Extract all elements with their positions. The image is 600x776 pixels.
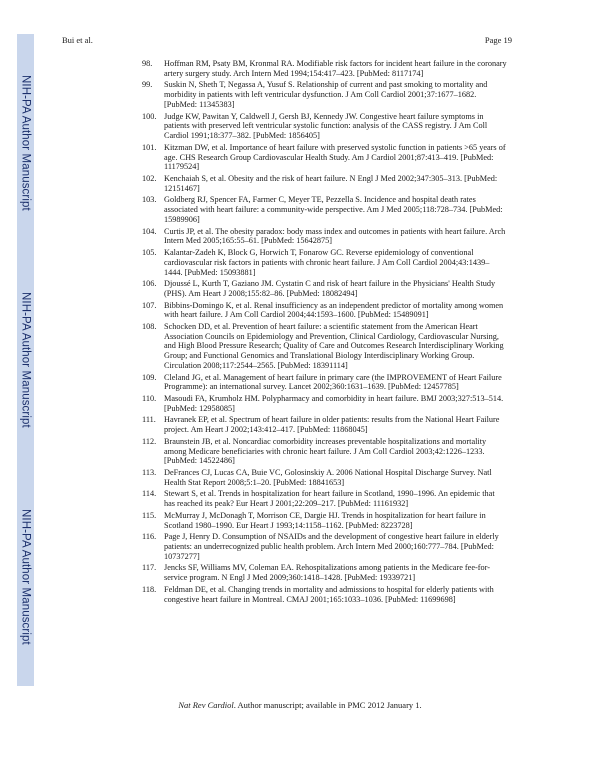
reference-item (142, 174, 507, 194)
reference-item (142, 112, 507, 141)
reference-item (142, 59, 507, 79)
reference-number: 103. (142, 195, 157, 205)
footer (0, 700, 600, 710)
reference-text: Havranek EP, et al. Spectrum of heart failure in older patients: results from the National Heart Failure project. Am Heart J 2002;143:412–417. [PubMed: 11868045] (164, 415, 500, 435)
reference-number: 107. (142, 300, 157, 310)
reference-number: 113. (142, 468, 157, 478)
reference-number: 101. (142, 142, 157, 152)
reference-number: 114. (142, 489, 157, 499)
nih-pa-sidebar (17, 34, 34, 686)
footer-journal: Nat Rev Cardiol (178, 700, 234, 710)
reference-text: Cleland JG, et al. Management of heart failure in primary care (the IMPROVEMENT of Heart Failure Programme): an international survey. Lancet 2002;360:1631–1639. [PubMed: 12457785] (164, 372, 502, 392)
reference-text: DeFrances CJ, Lucas CA, Buie VC, Golosinskiy A. 2006 National Hospital Discharge Survey. Natl Health Stat Report 2008;5:1–20. [PubMed: 18841653] (164, 468, 492, 487)
reference-text: Hoffman RM, Psaty BM, Kronmal RA. Modifiable risk factors for incident heart failure in the coronary artery surgery study. Arch Intern Med 1994;154:417–423. [PubMed: 8117174] (164, 59, 507, 78)
reference-text: Djoussé L, Kurth T, Gaziano JM. Cystatin C and risk of heart failure in the Physicians' Health Study (PHS). Am Heart J 2008;155:82–86. [PubMed: 18082494] (164, 279, 496, 298)
reference-item (142, 373, 507, 393)
reference-text: Kalantar-Zadeh K, Block G, Horwich T, Fonarow GC. Reverse epidemiology of conventional cardiovascular risk factors in patients with chronic heart failure. J Am Coll Cardiol 2004;43:1439–1444. [PubMed: 15093881] (164, 247, 490, 277)
reference-text: Masoudi FA, Krumholz HM. Polypharmacy and comorbidity in heart failure. BMJ 2003;327:513–514. [PubMed: 12958085] (164, 394, 504, 413)
reference-item (142, 585, 507, 605)
reference-text: Goldberg RJ, Spencer FA, Farmer C, Meyer TE, Pezzella S. Incidence and hospital death rates associated with heart failure: a community-wide perspective. Am J Med 2005;118:728–734. [PubMed: 15989906] (164, 195, 503, 224)
reference-item (142, 279, 507, 299)
reference-number: 108. (142, 321, 157, 331)
reference-number: 110. (142, 394, 157, 404)
reference-text: Kitzman DW, et al. Importance of heart failure with preserved systolic function in patients >65 years of age. CHS Research Group Cardiovascular Health Study. Am J Cardiol 2001;87:413–419. [PubMed: 11179524] (164, 142, 506, 172)
reference-item (142, 511, 507, 531)
reference-item (142, 415, 507, 435)
reference-item (142, 227, 507, 247)
reference-number: 100. (142, 111, 157, 121)
reference-text: Feldman DE, et al. Changing trends in mortality and admissions to hospital for elderly patients with congestive heart failure in Montreal. CMAJ 2001;165:1033–1036. [PubMed: 11699698] (164, 584, 494, 604)
reference-text: Suskin N, Sheth T, Negassa A, Yusuf S. Relationship of current and past smoking to mortality and morbidity in patients with left ventricular dysfunction. J Am Coll Cardiol 2001;37:1677–1682. [PubMed: 11345383] (164, 80, 488, 109)
reference-item (142, 394, 507, 414)
reference-item (142, 248, 507, 277)
reference-number: 102. (142, 173, 157, 183)
reference-number: 106. (142, 279, 157, 289)
reference-item (142, 195, 507, 224)
reference-number: 116. (142, 532, 157, 542)
sidebar-label: NIH-PA Author Manuscript (19, 292, 32, 428)
reference-item (142, 489, 507, 509)
reference-text: Schocken DD, et al. Prevention of heart failure: a scientific statement from the American Heart Association Councils on Epidemiology and Prevention, Clinical Cardiology, Cardiovascular Nursing, and High Blood Pressure Research; Quality of Care and Outcomes Research Interdisciplinary Working Group; and Functional Genomics and Translational Biology Interdisciplinary Working Group. Circulation 2008;117:2544–2565. [PubMed: 18391114] (164, 321, 504, 371)
reference-text: Braunstein JB, et al. Noncardiac comorbidity increases preventable hospitalizations and mortality among Medicare beneficiaries with chronic heart failure. J Am Coll Cardiol 2003;42:1226–1233. [PubMed: 14522486] (164, 436, 487, 466)
reference-text: Kenchaiah S, et al. Obesity and the risk of heart failure. N Engl J Med 2002;347:305–313. [PubMed: 12151467] (164, 173, 498, 193)
reference-text: Curtis JP, et al. The obesity paradox: body mass index and outcomes in patients with heart failure. Arch Intern Med 2005;165:55–61. [PubMed: 15642875] (164, 226, 506, 246)
reference-item (142, 563, 507, 583)
sidebar-label: NIH-PA Author Manuscript (19, 509, 32, 646)
reference-number: 104. (142, 226, 157, 236)
reference-item (142, 437, 507, 466)
reference-number: 105. (142, 247, 157, 257)
sidebar-label: NIH-PA Author Manuscript (19, 74, 32, 211)
reference-item (142, 322, 507, 371)
reference-list (142, 59, 507, 606)
reference-item (142, 532, 507, 561)
reference-item (142, 143, 507, 172)
header-author: Bui et al. (62, 35, 93, 45)
footer-text: . Author manuscript; available in PMC 2012 January 1. (233, 700, 422, 710)
reference-text: Stewart S, et al. Trends in hospitalization for heart failure in Scotland, 1990–1996. An epidemic that has reached its peak? Eur Heart J 2001;22:209–217. [PubMed: 11161932] (164, 489, 495, 509)
reference-text: McMurray J, McDonagh T, Morrison CE, Dargie HJ. Trends in hospitalization for heart failure in Scotland 1980–1990. Eur Heart J 1993;14:1158–1162. [PubMed: 8223728] (164, 510, 486, 530)
reference-number: 98. (142, 59, 153, 68)
reference-number: 118. (142, 584, 157, 594)
reference-text: Jencks SF, Williams MV, Coleman EA. Rehospitalizations among patients in the Medicare fee-for-service program. N Engl J Med 2009;360:1418–1428. [PubMed: 19339721] (164, 563, 490, 583)
reference-number: 112. (142, 436, 157, 446)
reference-number: 117. (142, 563, 157, 573)
reference-item (142, 80, 507, 109)
reference-number: 111. (142, 415, 156, 425)
reference-item (142, 468, 507, 488)
reference-text: Bibbins-Domingo K, et al. Renal insufficiency as an independent predictor of mortality among women with heart failure. J Am Coll Cardiol 2004;44:1593–1600. [PubMed: 15489091] (164, 300, 504, 320)
reference-number: 115. (142, 510, 157, 520)
reference-text: Judge KW, Pawitan Y, Caldwell J, Gersh BJ, Kennedy JW. Congestive heart failure symptoms in patients with preserved left ventricular systolic function: analysis of the CASS registry. J Am Coll Cardiol 1991;18:377–382. [PubMed: 1856405] (164, 111, 488, 141)
reference-number: 109. (142, 372, 157, 382)
reference-text: Page J, Henry D. Consumption of NSAIDs and the development of congestive heart failure in elderly patients: an underrecognized public health problem. Arch Intern Med 2000;160:777–784. [PubMed: 10737277] (164, 532, 499, 561)
reference-item (142, 301, 507, 321)
page-number: Page 19 (484, 35, 512, 45)
reference-number: 99. (142, 80, 153, 90)
